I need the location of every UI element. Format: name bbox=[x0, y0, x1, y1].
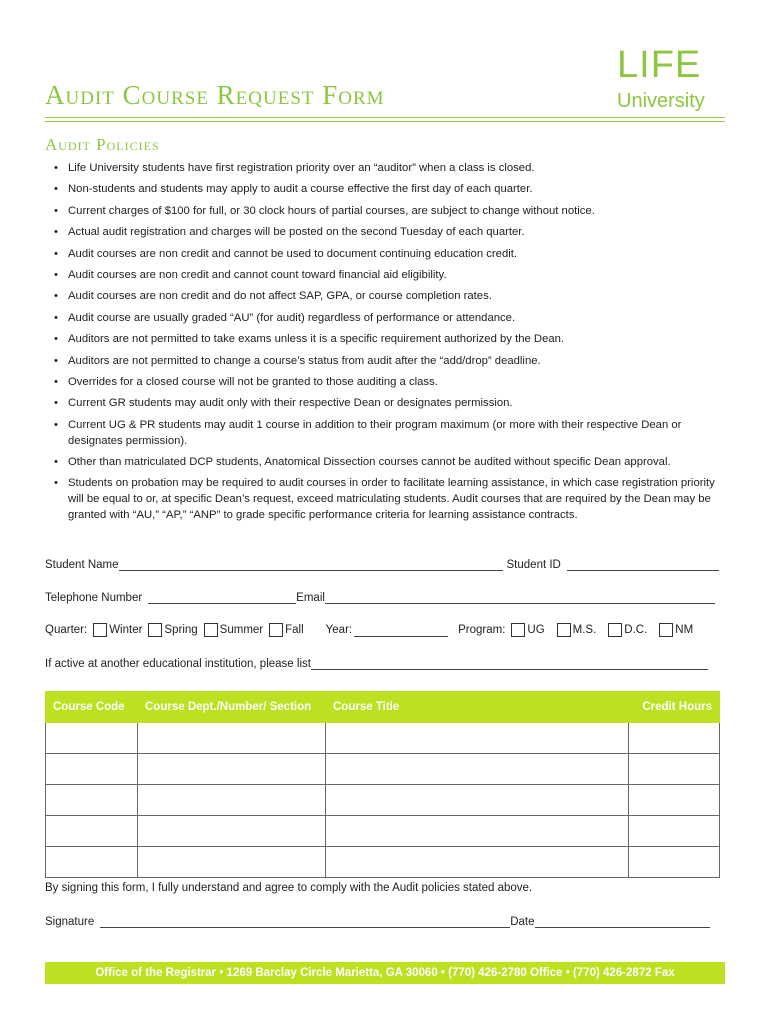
nm-label: NM bbox=[675, 624, 694, 636]
registrar-footer: Office of the Registrar • 1269 Barclay Circle Marietta, GA 30060 • (770) 426-2780 Office • (770) 426-2872 Fax bbox=[45, 962, 725, 984]
table-row bbox=[46, 723, 720, 754]
policy-item: • Other than matriculated DCP students, Anatomical Dissection courses cannot be audited without specific Dean approval. bbox=[45, 454, 717, 470]
cell[interactable] bbox=[326, 847, 629, 878]
policy-item: • Audit course are usually graded “AU” (for audit) regardless of performance or attendance. bbox=[45, 310, 717, 326]
date-field[interactable] bbox=[535, 914, 710, 928]
col-course-code: Course Code bbox=[46, 692, 138, 723]
col-credit-hours: Credit Hours bbox=[629, 692, 720, 723]
dc-checkbox[interactable] bbox=[608, 623, 622, 637]
student-name-label: Student Name bbox=[45, 559, 119, 571]
ms-checkbox[interactable] bbox=[557, 623, 571, 637]
policies-list bbox=[45, 160, 717, 529]
table-row bbox=[46, 847, 720, 878]
cell[interactable] bbox=[629, 816, 720, 847]
signature-label: Signature bbox=[45, 916, 95, 928]
cell[interactable] bbox=[138, 754, 326, 785]
policy-item: • Current UG & PR students may audit 1 course in addition to their program maximum (or more with their respective Dean or designates permission). bbox=[45, 417, 717, 449]
cell[interactable] bbox=[138, 785, 326, 816]
cell[interactable] bbox=[138, 816, 326, 847]
policy-item: • Auditors are not permitted to change a course’s status from audit after the “add/drop” deadline. bbox=[45, 353, 717, 369]
signature-row bbox=[45, 914, 720, 928]
cell[interactable] bbox=[46, 723, 138, 754]
agreement-text: By signing this form, I fully understand and agree to comply with the Audit policies stated above. bbox=[45, 882, 533, 894]
student-id-field[interactable] bbox=[567, 557, 719, 571]
policy-item: • Students on probation may be required to audit courses in order to facilitate learning assistance, in which case registration priority will be equal to or, at specific Dean’s request, exceed matriculating students. Audit courses that are required by the Dean may be granted with “AU,” “AP,” “ANP” to grade specific performance criteria for learning assistance contracts. bbox=[45, 475, 717, 523]
summer-checkbox[interactable] bbox=[204, 623, 218, 637]
signature-field[interactable] bbox=[100, 914, 510, 928]
table-row bbox=[46, 785, 720, 816]
cell[interactable] bbox=[629, 754, 720, 785]
cell[interactable] bbox=[138, 723, 326, 754]
year-label: Year: bbox=[325, 624, 353, 636]
other-institution-field[interactable] bbox=[311, 656, 708, 670]
ms-label: M.S. bbox=[572, 624, 597, 636]
col-course-title: Course Title bbox=[326, 692, 629, 723]
policy-item: • Audit courses are non credit and do not affect SAP, GPA, or course completion rates. bbox=[45, 288, 717, 304]
cell[interactable] bbox=[326, 785, 629, 816]
agreement-row bbox=[45, 882, 720, 894]
student-name-field[interactable] bbox=[119, 557, 503, 571]
telephone-field[interactable] bbox=[148, 590, 296, 604]
policy-item: • Actual audit registration and charges will be posted on the second Tuesday of each quarter. bbox=[45, 224, 717, 240]
policy-item: • Overrides for a closed course will not be granted to those auditing a class. bbox=[45, 374, 717, 390]
dc-label: D.C. bbox=[624, 624, 648, 636]
other-institution-row bbox=[45, 656, 720, 670]
cell[interactable] bbox=[46, 785, 138, 816]
email-field[interactable] bbox=[325, 590, 715, 604]
cell[interactable] bbox=[46, 754, 138, 785]
col-course-dept: Course Dept./Number/ Section bbox=[138, 692, 326, 723]
spring-label: Spring bbox=[164, 624, 198, 636]
cell[interactable] bbox=[629, 723, 720, 754]
header-rule-top bbox=[45, 117, 725, 118]
policy-item: • Audit courses are non credit and cannot count toward financial aid eligibility. bbox=[45, 267, 717, 283]
ug-label: UG bbox=[527, 624, 545, 636]
other-institution-label: If active at another educational institution, please list bbox=[45, 658, 311, 670]
policy-item: • Current GR students may audit only with their respective Dean or designates permission. bbox=[45, 395, 717, 411]
policy-item: • Current charges of $100 for full, or 30 clock hours of partial courses, are subject to change without notice. bbox=[45, 203, 717, 219]
contact-row bbox=[45, 590, 720, 604]
cell[interactable] bbox=[326, 754, 629, 785]
fall-checkbox[interactable] bbox=[269, 623, 283, 637]
nm-checkbox[interactable] bbox=[659, 623, 673, 637]
program-label: Program: bbox=[458, 624, 506, 636]
cell[interactable] bbox=[629, 847, 720, 878]
policies-heading: Audit Policies bbox=[45, 135, 160, 154]
table-row bbox=[46, 816, 720, 847]
quarter-program-row bbox=[45, 623, 720, 637]
cell[interactable] bbox=[46, 816, 138, 847]
policy-item: • Auditors are not permitted to take exams unless it is a specific requirement authorized by the Dean. bbox=[45, 331, 717, 347]
form-title: Audit Course Request Form bbox=[45, 80, 385, 110]
student-name-row bbox=[45, 557, 720, 571]
winter-checkbox[interactable] bbox=[93, 623, 107, 637]
policy-item: • Non-students and students may apply to audit a course effective the first day of each quarter. bbox=[45, 181, 717, 197]
winter-label: Winter bbox=[109, 624, 143, 636]
header-rule-bottom bbox=[45, 121, 725, 122]
cell[interactable] bbox=[629, 785, 720, 816]
cell[interactable] bbox=[326, 723, 629, 754]
logo-university-text: University bbox=[617, 90, 705, 112]
table-header-row bbox=[46, 692, 720, 723]
cell[interactable] bbox=[138, 847, 326, 878]
table-row bbox=[46, 754, 720, 785]
quarter-label: Quarter: bbox=[45, 624, 88, 636]
student-id-label: Student ID bbox=[506, 559, 561, 571]
telephone-label: Telephone Number bbox=[45, 592, 143, 604]
email-label: Email bbox=[296, 592, 325, 604]
year-field[interactable] bbox=[354, 623, 448, 637]
summer-label: Summer bbox=[219, 624, 264, 636]
cell[interactable] bbox=[326, 816, 629, 847]
policy-item: • Audit courses are non credit and cannot be used to document continuing education credit. bbox=[45, 246, 717, 262]
fall-label: Fall bbox=[285, 624, 304, 636]
life-university-logo bbox=[617, 44, 727, 118]
cell[interactable] bbox=[46, 847, 138, 878]
date-label: Date bbox=[510, 916, 535, 928]
courses-table bbox=[45, 691, 720, 878]
spring-checkbox[interactable] bbox=[148, 623, 162, 637]
policy-item: • Life University students have first registration priority over an “auditor” when a class is closed. bbox=[45, 160, 717, 176]
logo-life-text: LIFE bbox=[617, 44, 702, 86]
ug-checkbox[interactable] bbox=[511, 623, 525, 637]
